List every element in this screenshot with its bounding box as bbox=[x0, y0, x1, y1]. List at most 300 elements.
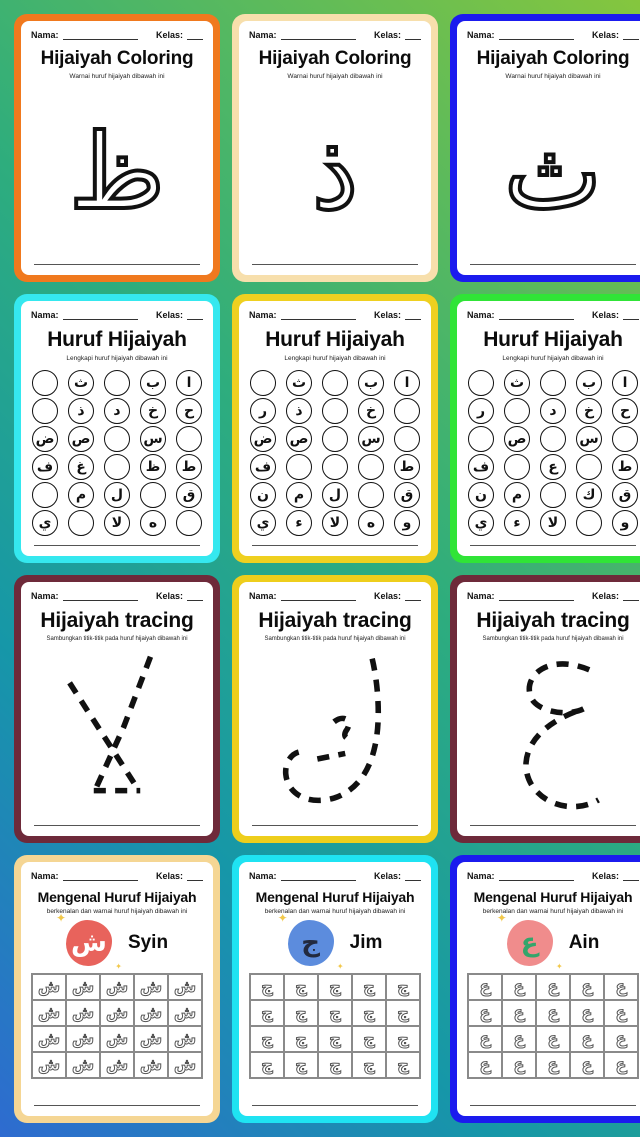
worksheet-card-tracing-lam-alif bbox=[14, 575, 220, 843]
worksheet-header bbox=[31, 591, 203, 601]
worksheet-header bbox=[249, 310, 421, 320]
trace-letter-cell: ج bbox=[386, 1026, 420, 1052]
trace-letter-cell: ع bbox=[570, 1026, 604, 1052]
writing-line bbox=[34, 264, 200, 265]
trace-path bbox=[286, 659, 379, 801]
badge-arabic-letter: ج bbox=[301, 927, 320, 958]
trace-letter-cell: ع bbox=[468, 1026, 502, 1052]
letter-circle-filled: ك bbox=[576, 482, 602, 508]
worksheet-title: Mengenal Huruf Hijaiyah bbox=[255, 888, 415, 905]
tracing-letter-kaf bbox=[256, 649, 414, 817]
letter-circle-filled: ع bbox=[540, 454, 566, 480]
kelas-line bbox=[623, 592, 639, 601]
worksheet-title: Hijaiyah Coloring bbox=[258, 48, 412, 69]
worksheet-header bbox=[249, 871, 421, 881]
trace-letter-cell: ج bbox=[284, 1026, 318, 1052]
letter-circle-empty bbox=[322, 454, 348, 480]
letter-circle-filled: ي bbox=[250, 510, 276, 536]
trace-letter-cell: ج bbox=[250, 1026, 284, 1052]
trace-letter-cell: ج bbox=[352, 1052, 386, 1078]
trace-letter-cell: ع bbox=[604, 1000, 638, 1026]
letter-name-label: Syin bbox=[127, 931, 169, 953]
letter-circle-row bbox=[468, 426, 638, 452]
trace-letter-cell: ش bbox=[100, 974, 134, 1000]
trace-letter-cell: ج bbox=[284, 1052, 318, 1078]
letter-badge bbox=[277, 910, 344, 971]
trace-letter-cell: ش bbox=[134, 1000, 168, 1026]
nama-line bbox=[281, 31, 356, 40]
letter-circle-empty bbox=[32, 370, 58, 396]
kelas-label: Kelas: bbox=[155, 310, 183, 321]
letter-circle-filled: م bbox=[68, 482, 94, 508]
letter-circle-grid bbox=[31, 370, 203, 536]
kelas-label: Kelas: bbox=[373, 590, 401, 601]
letter-circle-empty bbox=[612, 426, 638, 452]
letter-circle-filled: ص bbox=[68, 426, 94, 452]
writing-line bbox=[470, 264, 636, 265]
nama-label: Nama: bbox=[31, 870, 59, 881]
letter-circle-filled: ر bbox=[250, 398, 276, 424]
nama-line bbox=[63, 31, 138, 40]
letter-circle-row bbox=[250, 482, 420, 508]
tracing-letter-ain bbox=[474, 649, 632, 817]
nama-label: Nama: bbox=[467, 310, 495, 321]
arabic-letter-outline-tsa: ث bbox=[504, 110, 602, 233]
kelas-label: Kelas: bbox=[591, 310, 619, 321]
nama-line bbox=[499, 592, 574, 601]
letter-circle-filled: خ bbox=[358, 398, 384, 424]
tracing-letter-lam-alif bbox=[38, 649, 196, 817]
worksheet-card-huruf-3 bbox=[450, 294, 640, 562]
letter-circle-filled: و bbox=[394, 510, 420, 536]
letter-circle-filled: ي bbox=[32, 510, 58, 536]
letter-tracing-grid bbox=[467, 973, 639, 1079]
trace-letter-cell: ع bbox=[468, 1000, 502, 1026]
kelas-line bbox=[623, 311, 639, 320]
trace-letter-cell: ع bbox=[502, 1000, 536, 1026]
letter-circle-row bbox=[250, 398, 420, 424]
letter-circle-empty bbox=[322, 370, 348, 396]
letter-circle-filled: ن bbox=[468, 482, 494, 508]
kelas-line bbox=[405, 872, 421, 881]
writing-line bbox=[470, 825, 636, 826]
letter-circle-filled: ذ bbox=[68, 398, 94, 424]
writing-line bbox=[34, 825, 200, 826]
worksheet-title: Huruf Hijaiyah bbox=[47, 328, 187, 352]
trace-letter-cell: ع bbox=[536, 1052, 570, 1078]
worksheet-title: Hijaiyah tracing bbox=[476, 608, 630, 632]
worksheet-card-coloring-zha bbox=[14, 14, 220, 282]
trace-letter-cell: ج bbox=[318, 1052, 352, 1078]
letter-circle-empty bbox=[394, 398, 420, 424]
letter-circle-filled: ا bbox=[176, 370, 202, 396]
nama-label: Nama: bbox=[31, 310, 59, 321]
letter-circle-empty bbox=[322, 426, 348, 452]
letter-circle-empty bbox=[504, 398, 530, 424]
letter-circle-row bbox=[32, 482, 202, 508]
kelas-line bbox=[405, 592, 421, 601]
trace-letter-cell: ج bbox=[250, 1052, 284, 1078]
letter-circle-filled: لا bbox=[540, 510, 566, 536]
letter-circle-filled: خ bbox=[576, 398, 602, 424]
kelas-label: Kelas: bbox=[155, 870, 183, 881]
worksheet-header bbox=[31, 30, 203, 40]
letter-circle-filled: ه bbox=[358, 510, 384, 536]
worksheet-header bbox=[249, 591, 421, 601]
kelas-label: Kelas: bbox=[373, 30, 401, 40]
worksheet-card-coloring-tsa bbox=[450, 14, 640, 282]
trace-letter-cell: ع bbox=[536, 1026, 570, 1052]
trace-letter-cell: ش bbox=[32, 1026, 66, 1052]
letter-circle-filled: ق bbox=[394, 482, 420, 508]
letter-circle-grid bbox=[249, 370, 421, 536]
letter-circle-row bbox=[32, 370, 202, 396]
letter-circle-filled: ص bbox=[504, 426, 530, 452]
worksheet-title: Hijaiyah tracing bbox=[40, 608, 194, 632]
worksheet-title: Huruf Hijaiyah bbox=[265, 328, 405, 352]
worksheet-title: Huruf Hijaiyah bbox=[483, 328, 623, 352]
letter-circle-row bbox=[32, 454, 202, 480]
trace-letter-cell: ج bbox=[250, 974, 284, 1000]
trace-letter-cell: ش bbox=[100, 1052, 134, 1078]
kelas-line bbox=[623, 31, 639, 40]
writing-line bbox=[34, 545, 200, 546]
trace-path bbox=[526, 664, 599, 807]
letter-circle-row bbox=[32, 426, 202, 452]
trace-letter-cell: ع bbox=[468, 1052, 502, 1078]
trace-letter-cell: ج bbox=[386, 974, 420, 1000]
sparkle-icon: ✦ bbox=[55, 910, 66, 925]
nama-line bbox=[499, 31, 574, 40]
trace-letter-cell: ع bbox=[570, 1000, 604, 1026]
letter-circle-filled: ب bbox=[358, 370, 384, 396]
letter-name-label: Jim bbox=[349, 931, 383, 953]
trace-letter-cell: ج bbox=[250, 1000, 284, 1026]
nama-label: Nama: bbox=[31, 590, 59, 601]
letter-circle-empty bbox=[576, 510, 602, 536]
trace-letter-cell: ع bbox=[570, 974, 604, 1000]
worksheet-card-mengenal-syin bbox=[14, 855, 220, 1123]
worksheet-header bbox=[31, 871, 203, 881]
trace-letter-cell: ش bbox=[168, 1026, 202, 1052]
worksheet-subtitle: Lengkapi huruf hijaiyah dibawah ini bbox=[66, 355, 168, 363]
trace-letter-cell: ج bbox=[352, 974, 386, 1000]
nama-label: Nama: bbox=[249, 310, 277, 321]
nama-label: Nama: bbox=[249, 30, 277, 40]
nama-line bbox=[499, 311, 574, 320]
writing-line bbox=[34, 1105, 200, 1106]
kelas-line bbox=[187, 311, 203, 320]
kelas-label: Kelas: bbox=[373, 310, 401, 321]
letter-circle-row bbox=[468, 370, 638, 396]
kelas-line bbox=[187, 872, 203, 881]
letter-circle-row bbox=[32, 510, 202, 536]
trace-letter-cell: ع bbox=[604, 1052, 638, 1078]
letter-circle-filled: و bbox=[612, 510, 638, 536]
worksheet-card-coloring-dzal bbox=[232, 14, 438, 282]
letter-circle-filled: ق bbox=[612, 482, 638, 508]
trace-letter-cell: ش bbox=[32, 1000, 66, 1026]
trace-letter-cell: ع bbox=[502, 1052, 536, 1078]
trace-letter-cell: ع bbox=[502, 1026, 536, 1052]
trace-letter-cell: ج bbox=[284, 1000, 318, 1026]
trace-letter-cell: ج bbox=[352, 1026, 386, 1052]
sparkle-icon: ✦ bbox=[555, 961, 563, 971]
letter-circle-empty bbox=[576, 454, 602, 480]
letter-circle-row bbox=[250, 426, 420, 452]
trace-letter-cell: ع bbox=[468, 974, 502, 1000]
trace-letter-cell: ش bbox=[66, 1000, 100, 1026]
trace-letter-cell: ع bbox=[570, 1052, 604, 1078]
worksheet-title: Hijaiyah Coloring bbox=[476, 48, 630, 69]
trace-letter-cell: ش bbox=[100, 1000, 134, 1026]
letter-circle-filled: ث bbox=[68, 370, 94, 396]
worksheet-subtitle: Sambungkan titik-titik pada huruf hijaiyah dibawah ini bbox=[46, 635, 188, 642]
letter-circle-filled: غ bbox=[68, 454, 94, 480]
worksheet-title: Mengenal Huruf Hijaiyah bbox=[37, 888, 197, 905]
letter-circle-filled: س bbox=[358, 426, 384, 452]
letter-circle-filled: ب bbox=[576, 370, 602, 396]
writing-line bbox=[252, 1105, 418, 1106]
letter-circle-filled: د bbox=[104, 398, 130, 424]
letter-circle-empty bbox=[32, 482, 58, 508]
worksheet-subtitle: berkenalan dan warnai huruf hijaiyah dibawah ini bbox=[482, 907, 624, 915]
letter-circle-empty bbox=[540, 426, 566, 452]
nama-line bbox=[63, 872, 138, 881]
letter-circle-filled: م bbox=[286, 482, 312, 508]
letter-circle-empty bbox=[358, 482, 384, 508]
worksheet-subtitle: Warnai huruf hijaiyah dibawah ini bbox=[287, 73, 383, 80]
letter-circle-empty bbox=[176, 510, 202, 536]
letter-circle-filled: ب bbox=[140, 370, 166, 396]
nama-line bbox=[499, 872, 574, 881]
worksheet-card-tracing-ain bbox=[450, 575, 640, 843]
trace-letter-cell: ش bbox=[66, 1052, 100, 1078]
letter-circle-filled: خ bbox=[140, 398, 166, 424]
letter-circle-row bbox=[468, 398, 638, 424]
worksheet-subtitle: Lengkapi huruf hijaiyah dibawah ini bbox=[284, 355, 386, 363]
sparkle-icon: ✦ bbox=[496, 910, 507, 925]
trace-letter-cell: ع bbox=[502, 974, 536, 1000]
sparkle-icon: ✦ bbox=[115, 961, 122, 971]
kelas-label: Kelas: bbox=[155, 590, 183, 601]
worksheet-title: Hijaiyah Coloring bbox=[40, 48, 194, 69]
writing-line bbox=[252, 264, 418, 265]
letter-circle-empty bbox=[468, 370, 494, 396]
trace-letter-cell: ش bbox=[66, 1026, 100, 1052]
trace-letter-cell: ج bbox=[318, 1026, 352, 1052]
letter-circle-filled: ن bbox=[250, 482, 276, 508]
trace-letter-cell: ش bbox=[32, 974, 66, 1000]
nama-line bbox=[281, 592, 356, 601]
trace-letter-cell: ش bbox=[100, 1026, 134, 1052]
letter-circle-filled: ط bbox=[176, 454, 202, 480]
letter-circle-row bbox=[468, 482, 638, 508]
trace-letter-cell: ش bbox=[168, 1000, 202, 1026]
letter-circle-filled: ص bbox=[286, 426, 312, 452]
kelas-line bbox=[405, 311, 421, 320]
worksheet-subtitle: Lengkapi huruf hijaiyah dibawah ini bbox=[502, 355, 604, 363]
letter-circle-empty bbox=[394, 426, 420, 452]
letter-circle-filled: ض bbox=[250, 426, 276, 452]
letter-circle-filled: ط bbox=[612, 454, 638, 480]
sparkle-icon: ✦ bbox=[277, 910, 288, 925]
letter-badge bbox=[496, 910, 563, 971]
letter-circle-filled: ط bbox=[394, 454, 420, 480]
letter-tracing-grid bbox=[249, 973, 421, 1079]
trace-letter-cell: ج bbox=[386, 1052, 420, 1078]
trace-letter-cell: ش bbox=[168, 1052, 202, 1078]
letter-circle-filled: ح bbox=[176, 398, 202, 424]
worksheet-subtitle: Sambungkan titik-titik pada huruf hijaiyah dibawah ini bbox=[264, 635, 406, 642]
nama-line bbox=[281, 872, 356, 881]
trace-path bbox=[70, 657, 151, 791]
nama-label: Nama: bbox=[467, 870, 495, 881]
kelas-line bbox=[405, 31, 421, 40]
letter-circle-filled: ث bbox=[504, 370, 530, 396]
letter-circle-empty bbox=[322, 398, 348, 424]
writing-line bbox=[252, 545, 418, 546]
kelas-line bbox=[187, 31, 203, 40]
worksheet-header bbox=[467, 30, 639, 40]
sparkle-icon: ✦ bbox=[336, 961, 344, 971]
nama-label: Nama: bbox=[31, 30, 59, 40]
trace-letter-cell: ش bbox=[134, 1026, 168, 1052]
trace-letter-cell: ش bbox=[168, 974, 202, 1000]
worksheet-card-mengenal-ain bbox=[450, 855, 640, 1123]
letter-tracing-grid bbox=[31, 973, 203, 1079]
letter-circle-filled: ل bbox=[104, 482, 130, 508]
worksheet-card-mengenal-jim bbox=[232, 855, 438, 1123]
letter-circle-empty bbox=[468, 426, 494, 452]
arabic-letter-outline-dzal: ذ bbox=[311, 110, 359, 233]
letter-circle-filled: ر bbox=[468, 398, 494, 424]
worksheet-header bbox=[31, 310, 203, 320]
worksheet-subtitle: Warnai huruf hijaiyah dibawah ini bbox=[69, 73, 165, 80]
letter-circle-filled: ف bbox=[250, 454, 276, 480]
letter-circle-filled: ء bbox=[286, 510, 312, 536]
nama-label: Nama: bbox=[249, 870, 277, 881]
worksheet-card-huruf-2 bbox=[232, 294, 438, 562]
letter-circle-empty bbox=[540, 482, 566, 508]
letter-circle-empty bbox=[140, 482, 166, 508]
worksheet-title: Mengenal Huruf Hijaiyah bbox=[473, 888, 633, 905]
worksheet-header bbox=[467, 591, 639, 601]
trace-letter-cell: ج bbox=[352, 1000, 386, 1026]
letter-circle-filled: س bbox=[140, 426, 166, 452]
trace-letter-cell: ع bbox=[604, 1026, 638, 1052]
worksheet-subtitle: Sambungkan titik-titik pada huruf hijaiyah dibawah ini bbox=[482, 635, 624, 642]
letter-circle-row bbox=[250, 370, 420, 396]
nama-line bbox=[63, 592, 138, 601]
letter-circle-filled: ض bbox=[32, 426, 58, 452]
letter-circle-empty bbox=[104, 454, 130, 480]
trace-letter-cell: ع bbox=[536, 1000, 570, 1026]
trace-letter-cell: ع bbox=[604, 974, 638, 1000]
letter-circle-empty bbox=[104, 370, 130, 396]
nama-label: Nama: bbox=[249, 590, 277, 601]
nama-line bbox=[63, 311, 138, 320]
letter-circle-filled: م bbox=[504, 482, 530, 508]
letter-circle-filled: ذ bbox=[286, 398, 312, 424]
badge-arabic-letter: ع bbox=[520, 927, 539, 958]
trace-letter-cell: ش bbox=[134, 974, 168, 1000]
letter-circle-row bbox=[250, 510, 420, 536]
worksheet-subtitle: berkenalan dan warnai huruf hijaiyah dibawah ini bbox=[46, 907, 188, 915]
worksheet-subtitle: berkenalan dan warnai huruf hijaiyah dibawah ini bbox=[264, 907, 406, 915]
worksheet-card-huruf-1 bbox=[14, 294, 220, 562]
trace-letter-cell: ج bbox=[318, 974, 352, 1000]
letter-circle-filled: ف bbox=[468, 454, 494, 480]
kelas-label: Kelas: bbox=[373, 870, 401, 881]
letter-circle-empty bbox=[32, 398, 58, 424]
letter-circle-row bbox=[250, 454, 420, 480]
letter-circle-filled: ث bbox=[286, 370, 312, 396]
letter-circle-filled: د bbox=[540, 398, 566, 424]
letter-circle-filled: ظ bbox=[140, 454, 166, 480]
kelas-label: Kelas: bbox=[591, 590, 619, 601]
letter-circle-empty bbox=[250, 370, 276, 396]
letter-circle-grid bbox=[467, 370, 639, 536]
letter-circle-filled: ف bbox=[32, 454, 58, 480]
letter-circle-filled: ء bbox=[504, 510, 530, 536]
letter-circle-filled: س bbox=[576, 426, 602, 452]
letter-circle-empty bbox=[176, 426, 202, 452]
writing-line bbox=[470, 545, 636, 546]
arabic-letter-outline-zha: ظ bbox=[68, 110, 166, 233]
letter-badge bbox=[55, 910, 122, 971]
nama-label: Nama: bbox=[467, 30, 495, 40]
letter-circle-empty bbox=[68, 510, 94, 536]
worksheet-subtitle: Warnai huruf hijaiyah dibawah ini bbox=[505, 73, 601, 80]
letter-circle-row bbox=[32, 398, 202, 424]
letter-circle-empty bbox=[504, 454, 530, 480]
worksheet-header bbox=[467, 871, 639, 881]
letter-circle-row bbox=[468, 454, 638, 480]
worksheet-header bbox=[249, 30, 421, 40]
letter-name-label: Ain bbox=[568, 931, 600, 953]
worksheet-card-tracing-kaf bbox=[232, 575, 438, 843]
trace-letter-cell: ج bbox=[284, 974, 318, 1000]
kelas-line bbox=[623, 872, 639, 881]
letter-circle-filled: ح bbox=[612, 398, 638, 424]
trace-letter-cell: ش bbox=[66, 974, 100, 1000]
letter-circle-filled: ل bbox=[322, 482, 348, 508]
letter-circle-empty bbox=[286, 454, 312, 480]
kelas-label: Kelas: bbox=[155, 30, 183, 40]
trace-letter-cell: ج bbox=[318, 1000, 352, 1026]
letter-circle-empty bbox=[358, 454, 384, 480]
kelas-label: Kelas: bbox=[591, 870, 619, 881]
writing-line bbox=[252, 825, 418, 826]
letter-circle-filled: لا bbox=[104, 510, 130, 536]
letter-circle-empty bbox=[104, 426, 130, 452]
letter-circle-filled: ا bbox=[394, 370, 420, 396]
trace-letter-cell: ع bbox=[536, 974, 570, 1000]
kelas-label: Kelas: bbox=[591, 30, 619, 40]
nama-label: Nama: bbox=[467, 590, 495, 601]
letter-circle-filled: ي bbox=[468, 510, 494, 536]
badge-arabic-letter: ش bbox=[70, 927, 107, 958]
letter-circle-filled: ق bbox=[176, 482, 202, 508]
writing-line bbox=[470, 1105, 636, 1106]
letter-circle-row bbox=[468, 510, 638, 536]
nama-line bbox=[281, 311, 356, 320]
letter-circle-empty bbox=[540, 370, 566, 396]
worksheet-title: Hijaiyah tracing bbox=[258, 608, 412, 632]
letter-circle-filled: ه bbox=[140, 510, 166, 536]
kelas-line bbox=[187, 592, 203, 601]
